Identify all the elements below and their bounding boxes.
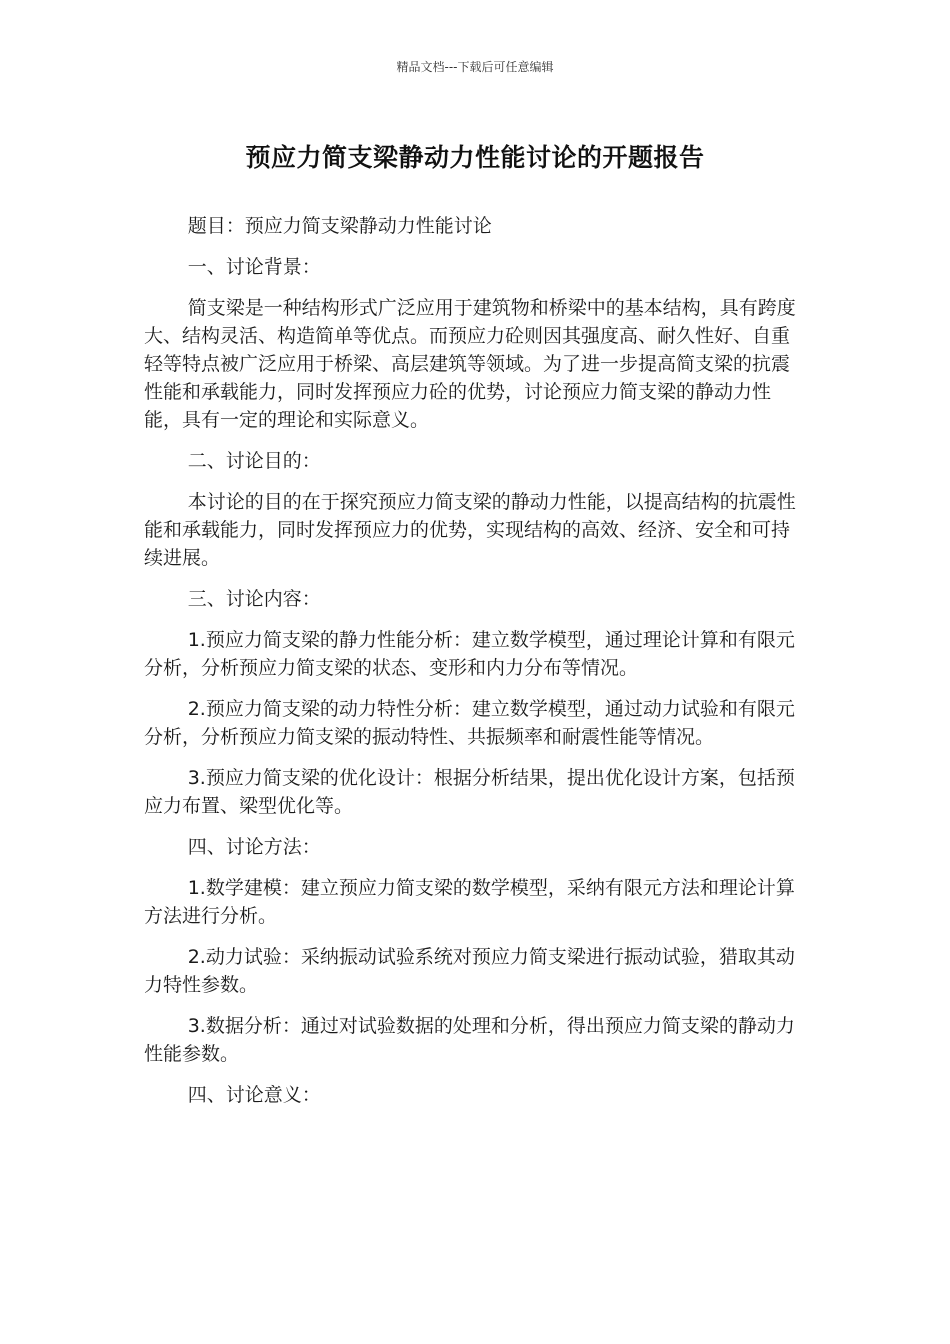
section-heading-methods: 四、讨论方法： — [187, 836, 321, 858]
section-heading-content: 三、讨论内容： — [187, 588, 321, 610]
paragraph-content-item: 3.预应力简支梁的优化设计：根据分析结果，提出优化设计方案，包括预应力布置、梁型优化等。 — [144, 767, 795, 817]
section-heading-significance: 四、讨论意义： — [187, 1084, 321, 1106]
paragraph-purpose: 本讨论的目的在于探究预应力简支梁的静动力性能，以提高结构的抗震性能和承载能力，同时发挥预应力的优势，实现结构的高效、经济、安全和可持续进展。 — [144, 491, 796, 569]
document-body — [144, 212, 804, 1122]
topic-line: 题目：预应力简支梁静动力性能讨论 — [187, 215, 492, 237]
document-title: 预应力简支梁静动力性能讨论的开题报告 — [245, 143, 705, 172]
paragraph-content-item: 1.预应力简支梁的静力性能分析：建立数学模型，通过理论计算和有限元分析，分析预应力简支梁的状态、变形和内力分布等情况。 — [144, 629, 795, 679]
section-heading-purpose: 二、讨论目的： — [187, 450, 321, 472]
paragraph-method-item: 2.动力试验：采纳振动试验系统对预应力简支梁进行振动试验，猎取其动力特性参数。 — [144, 946, 795, 996]
paragraph-method-item: 3.数据分析：通过对试验数据的处理和分析，得出预应力简支梁的静动力性能参数。 — [144, 1015, 795, 1065]
paragraph-content-item: 2.预应力简支梁的动力特性分析：建立数学模型，通过动力试验和有限元分析，分析预应力简支梁的振动特性、共振频率和耐震性能等情况。 — [144, 698, 795, 748]
paragraph-background: 简支梁是一种结构形式广泛应用于建筑物和桥梁中的基本结构，具有跨度大、结构灵活、构造简单等优点。而预应力砼则因其强度高、耐久性好、自重轻等特点被广泛应用于桥梁、高层建筑等领域。为了进一步提高简支梁的抗震性能和承载能力，同时发挥预应力砼的优势，讨论预应力简支梁的静动力性能，具有一定的理论和实际意义。 — [144, 297, 796, 431]
paragraph-method-item: 1.数学建模：建立预应力简支梁的数学模型，采纳有限元方法和理论计算方法进行分析。 — [144, 877, 795, 927]
page-header: 精品文档---下载后可任意编辑 — [396, 60, 554, 74]
section-heading-background: 一、讨论背景： — [187, 256, 321, 278]
